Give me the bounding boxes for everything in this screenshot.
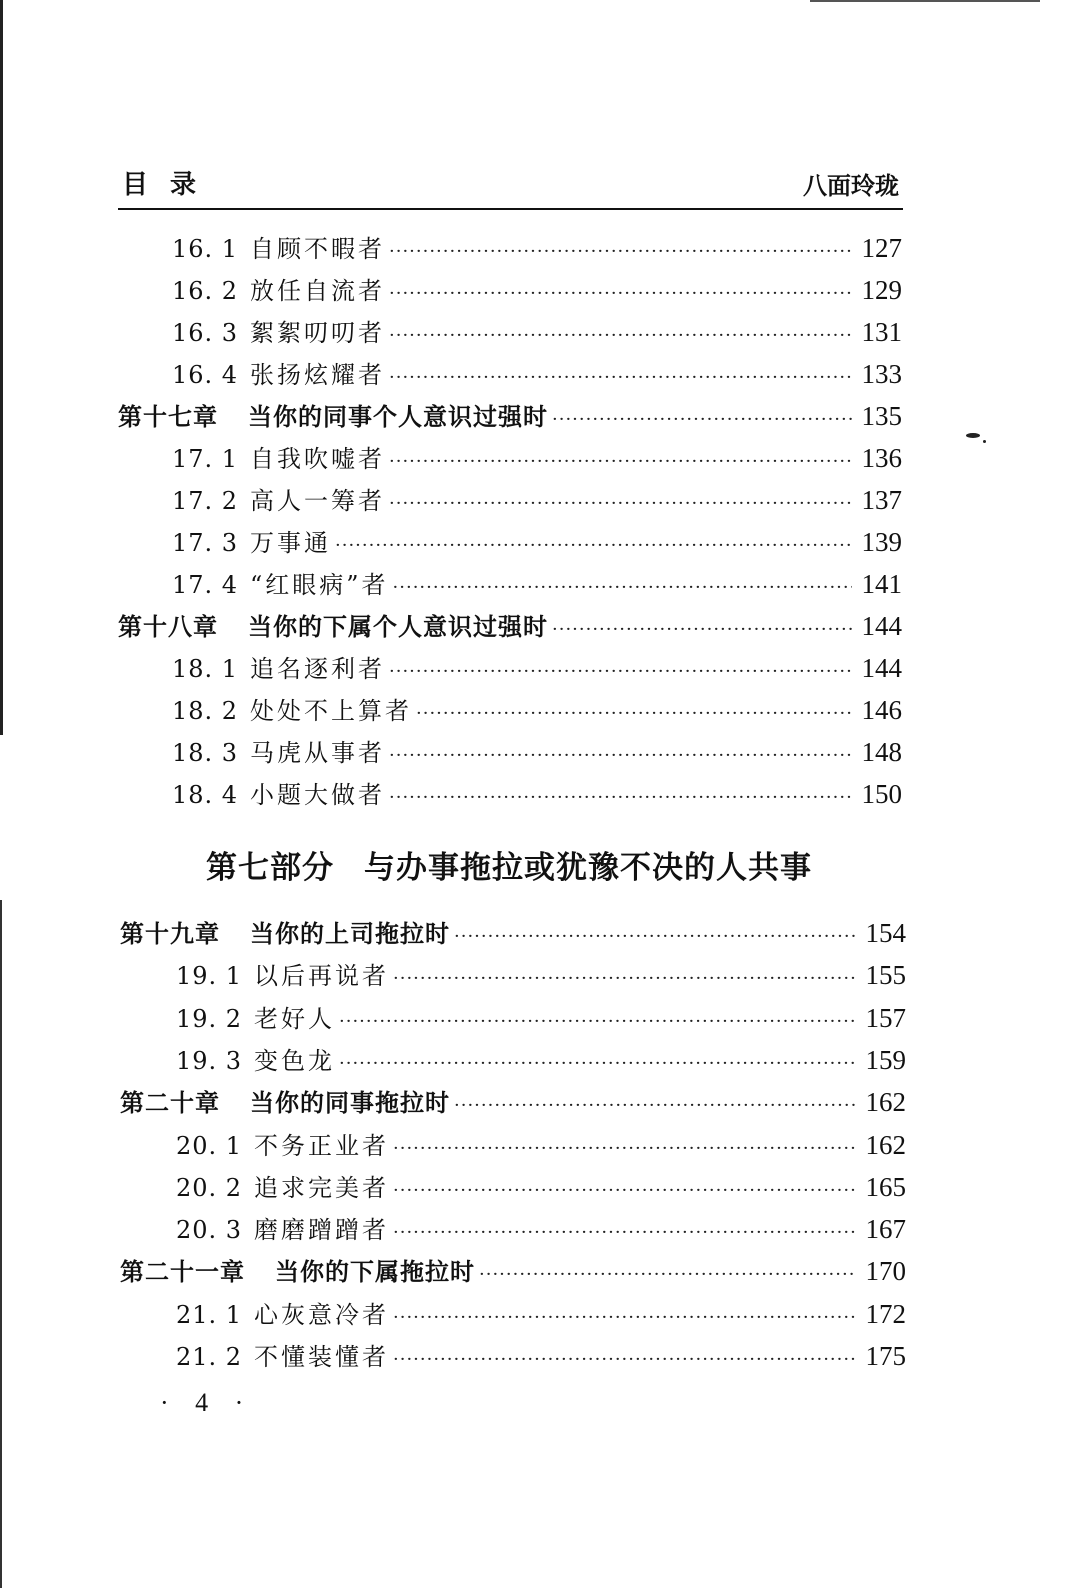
toc-chapter-entry[interactable] xyxy=(118,396,902,436)
part-heading xyxy=(206,842,812,887)
dot-leader xyxy=(389,736,852,776)
toc-section-entry[interactable] xyxy=(172,312,902,352)
toc-section-entry[interactable] xyxy=(176,998,906,1038)
toc-section-entry[interactable] xyxy=(176,955,906,995)
chapter-title: 当你的下属拖拉时 xyxy=(275,1258,475,1287)
toc-section-entry[interactable] xyxy=(176,1294,906,1334)
section-number: 20. 1 xyxy=(176,1131,243,1160)
page-ref: 139 xyxy=(861,527,902,557)
chapter-label: 第十七章 xyxy=(118,403,218,431)
section-title: 张扬炫耀者 xyxy=(250,361,385,389)
dot-leader xyxy=(393,1213,856,1253)
dot-leader xyxy=(393,959,856,999)
dot-leader xyxy=(393,1298,856,1338)
section-title: 放任自流者 xyxy=(250,277,385,305)
running-header xyxy=(118,162,903,210)
dot-leader xyxy=(389,652,852,692)
section-number: 18. 3 xyxy=(172,739,239,767)
section-number: 21. 1 xyxy=(176,1300,243,1329)
dot-leader xyxy=(393,1340,856,1380)
page-ref: 146 xyxy=(861,695,902,725)
dot-leader xyxy=(454,1086,856,1126)
section-number: 16. 4 xyxy=(172,361,239,389)
dot-leader xyxy=(389,232,852,272)
page-ref: 148 xyxy=(861,737,902,767)
dot-leader xyxy=(393,568,852,608)
dot-leader xyxy=(339,1002,856,1042)
dot-leader xyxy=(389,358,852,398)
dot-leader xyxy=(389,484,852,524)
chapter-label: 第十九章 xyxy=(120,920,220,948)
page-ref: 154 xyxy=(865,918,906,948)
section-title: 不务正业者 xyxy=(254,1131,389,1160)
page-ref: 133 xyxy=(861,359,902,389)
section-number: 18. 1 xyxy=(172,655,239,683)
toc-section-entry[interactable] xyxy=(172,270,902,310)
dot-leader xyxy=(552,610,852,650)
section-title: “红眼病”者 xyxy=(250,571,389,599)
page-ref: 157 xyxy=(865,1002,906,1033)
dot-leader xyxy=(454,917,856,957)
toc-section-entry[interactable] xyxy=(176,1209,906,1249)
toc-section-entry[interactable] xyxy=(172,480,902,520)
section-title: 自我吹嘘者 xyxy=(250,445,385,473)
section-title: 追名逐利者 xyxy=(250,655,385,683)
section-number: 20. 2 xyxy=(176,1173,243,1202)
section-number: 17. 1 xyxy=(172,445,239,473)
page-ref: 150 xyxy=(861,779,902,809)
dot-leader xyxy=(416,694,852,734)
dot-leader xyxy=(389,778,852,818)
chapter-title: 当你的同事个人意识过强时 xyxy=(248,403,548,431)
page-ref: 131 xyxy=(861,317,902,347)
section-number: 16. 3 xyxy=(172,319,239,347)
section-number: 19. 1 xyxy=(176,962,243,991)
section-number: 21. 2 xyxy=(176,1343,243,1371)
page-ref: 170 xyxy=(865,1256,906,1287)
page-ref: 175 xyxy=(865,1341,906,1371)
chapter-label: 第二十章 xyxy=(120,1089,220,1118)
dot-leader xyxy=(393,1129,856,1169)
section-number: 17. 2 xyxy=(172,487,239,515)
page-ref: 141 xyxy=(861,569,902,599)
part-label: 第七部分 xyxy=(206,850,334,886)
section-number: 19. 2 xyxy=(176,1004,243,1033)
toc-section-entry[interactable] xyxy=(172,522,902,562)
header-book-title: 八面玲珑 xyxy=(803,172,899,200)
section-title: 自顾不暇者 xyxy=(250,235,385,263)
toc-section-entry[interactable] xyxy=(176,1040,906,1080)
section-title: 絮絮叨叨者 xyxy=(250,319,385,347)
toc-section-entry[interactable] xyxy=(172,774,902,814)
toc-chapter-entry[interactable] xyxy=(118,606,902,646)
page-ref: 165 xyxy=(865,1171,906,1202)
section-title: 追求完美者 xyxy=(254,1173,389,1202)
page-ref: 135 xyxy=(861,401,902,431)
page-number: · 4 · xyxy=(160,1388,254,1417)
dot-leader xyxy=(389,442,852,482)
section-title: 马虎从事者 xyxy=(250,739,385,767)
section-number: 16. 2 xyxy=(172,277,239,305)
scan-speck xyxy=(966,433,980,438)
scan-top-marks xyxy=(810,0,1040,6)
page-ref: 136 xyxy=(861,443,902,473)
section-title: 变色龙 xyxy=(254,1046,335,1075)
section-number: 18. 2 xyxy=(172,697,239,725)
toc-section-entry[interactable] xyxy=(172,690,902,730)
dot-leader xyxy=(393,1171,856,1211)
page-ref: 127 xyxy=(861,233,902,263)
part-title: 与办事拖拉或犹豫不决的人共事 xyxy=(364,850,812,886)
section-number: 20. 3 xyxy=(176,1216,243,1245)
toc-section-entry[interactable] xyxy=(172,228,902,268)
dot-leader xyxy=(479,1255,856,1295)
page-ref: 172 xyxy=(865,1298,906,1329)
page-ref: 129 xyxy=(861,275,902,305)
section-number: 16. 1 xyxy=(172,235,239,263)
page-ref: 144 xyxy=(861,653,902,683)
page-ref: 144 xyxy=(861,611,902,641)
section-title: 不懂装懂者 xyxy=(254,1343,389,1371)
section-title: 磨磨蹭蹭者 xyxy=(254,1216,389,1245)
scan-speck xyxy=(983,440,986,443)
page-ref: 162 xyxy=(865,1087,906,1118)
page-ref: 159 xyxy=(865,1044,906,1075)
section-number: 17. 3 xyxy=(172,529,239,557)
toc-section-entry[interactable] xyxy=(172,438,902,478)
section-title: 高人一筹者 xyxy=(250,487,385,515)
header-section-title: 目录 xyxy=(122,170,219,200)
page-ref: 137 xyxy=(861,485,902,515)
dot-leader xyxy=(389,274,852,314)
toc-section-entry[interactable] xyxy=(172,354,902,394)
section-title: 老好人 xyxy=(254,1004,335,1033)
page-ref: 155 xyxy=(865,960,906,991)
section-title: 心灰意冷者 xyxy=(254,1300,389,1329)
section-number: 19. 3 xyxy=(176,1046,243,1075)
chapter-title: 当你的下属个人意识过强时 xyxy=(248,613,548,641)
dot-leader xyxy=(552,400,852,440)
chapter-label: 第二十一章 xyxy=(120,1258,245,1287)
toc-chapter-entry[interactable] xyxy=(120,913,906,953)
toc-chapter-entry[interactable] xyxy=(120,1082,906,1122)
section-title: 以后再说者 xyxy=(254,962,389,991)
toc-section-entry[interactable] xyxy=(176,1167,906,1207)
page-ref: 162 xyxy=(865,1129,906,1160)
section-number: 18. 4 xyxy=(172,781,239,809)
section-title: 处处不上算者 xyxy=(250,697,412,725)
dot-leader xyxy=(335,526,852,566)
toc-chapter-entry[interactable] xyxy=(120,1251,906,1291)
toc-section-entry[interactable] xyxy=(172,732,902,772)
toc-section-entry[interactable] xyxy=(176,1336,906,1376)
scan-edge-left xyxy=(0,0,3,735)
chapter-title: 当你的上司拖拉时 xyxy=(250,920,450,948)
scan-edge-left-lower xyxy=(0,900,2,1588)
section-number: 17. 4 xyxy=(172,571,239,599)
section-title: 小题大做者 xyxy=(250,781,385,809)
section-title: 万事通 xyxy=(250,529,331,557)
page-ref: 167 xyxy=(865,1214,906,1245)
chapter-title: 当你的同事拖拉时 xyxy=(250,1089,450,1118)
dot-leader xyxy=(389,316,852,356)
chapter-label: 第十八章 xyxy=(118,613,218,641)
dot-leader xyxy=(339,1044,856,1084)
toc-section-entry[interactable] xyxy=(176,1125,906,1165)
toc-section-entry[interactable] xyxy=(172,648,902,688)
toc-section-entry[interactable] xyxy=(172,564,902,604)
